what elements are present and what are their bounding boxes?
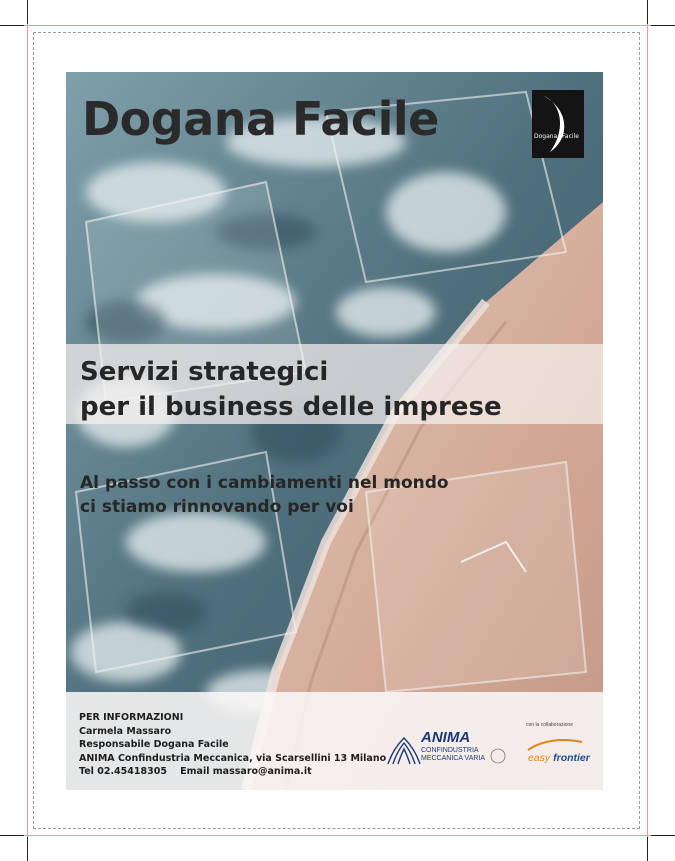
headline-line: Servizi strategici xyxy=(80,357,329,387)
frontier-text: frontier xyxy=(553,752,590,764)
headline xyxy=(80,355,502,425)
contact-line: Responsabile Dogana Facile xyxy=(79,739,229,750)
contact-info xyxy=(79,711,386,779)
easy-frontier-logo xyxy=(528,752,590,764)
anima-sub-line: MECCANICA VARIA xyxy=(421,755,486,762)
subheadline-line: Al passo con i cambiamenti nel mondo xyxy=(80,473,449,493)
crop-mark xyxy=(647,837,648,861)
contact-line: Tel 02.45418305 Email massaro@anima.it xyxy=(79,766,312,777)
logo-text-right: Facile xyxy=(562,133,579,140)
footer-panel xyxy=(66,692,603,790)
anima-subtitle xyxy=(421,747,485,763)
easy-text: easy xyxy=(528,752,551,764)
crop-mark xyxy=(651,25,675,26)
collaboration-label: con la collaborazione xyxy=(526,722,573,728)
crop-mark xyxy=(651,835,675,836)
subheadline-line: ci stiamo rinnovando per voi xyxy=(80,497,354,517)
crop-mark xyxy=(27,837,28,861)
subheadline xyxy=(80,471,449,519)
anima-name: ANIMA xyxy=(421,729,471,746)
logo-text-left: Dogana xyxy=(534,133,558,140)
headline-line: per il business delle imprese xyxy=(80,392,502,422)
sea-coast-background xyxy=(66,72,603,790)
poster xyxy=(66,72,603,790)
contact-line: Carmela Massaro xyxy=(79,725,172,737)
anima-sub-line: CONFINDUSTRIA xyxy=(421,747,479,754)
poster-title: Dogana Facile xyxy=(82,92,439,146)
crop-mark xyxy=(647,0,648,24)
dogana-facile-logo xyxy=(532,90,584,158)
contact-heading: PER INFORMAZIONI xyxy=(79,712,184,723)
crop-mark xyxy=(0,835,24,836)
crop-mark xyxy=(27,0,28,24)
contact-line: ANIMA Confindustria Meccanica, via Scarsellini 13 Milano xyxy=(79,752,387,764)
crop-mark xyxy=(0,25,24,26)
crescent-icon xyxy=(532,90,584,158)
